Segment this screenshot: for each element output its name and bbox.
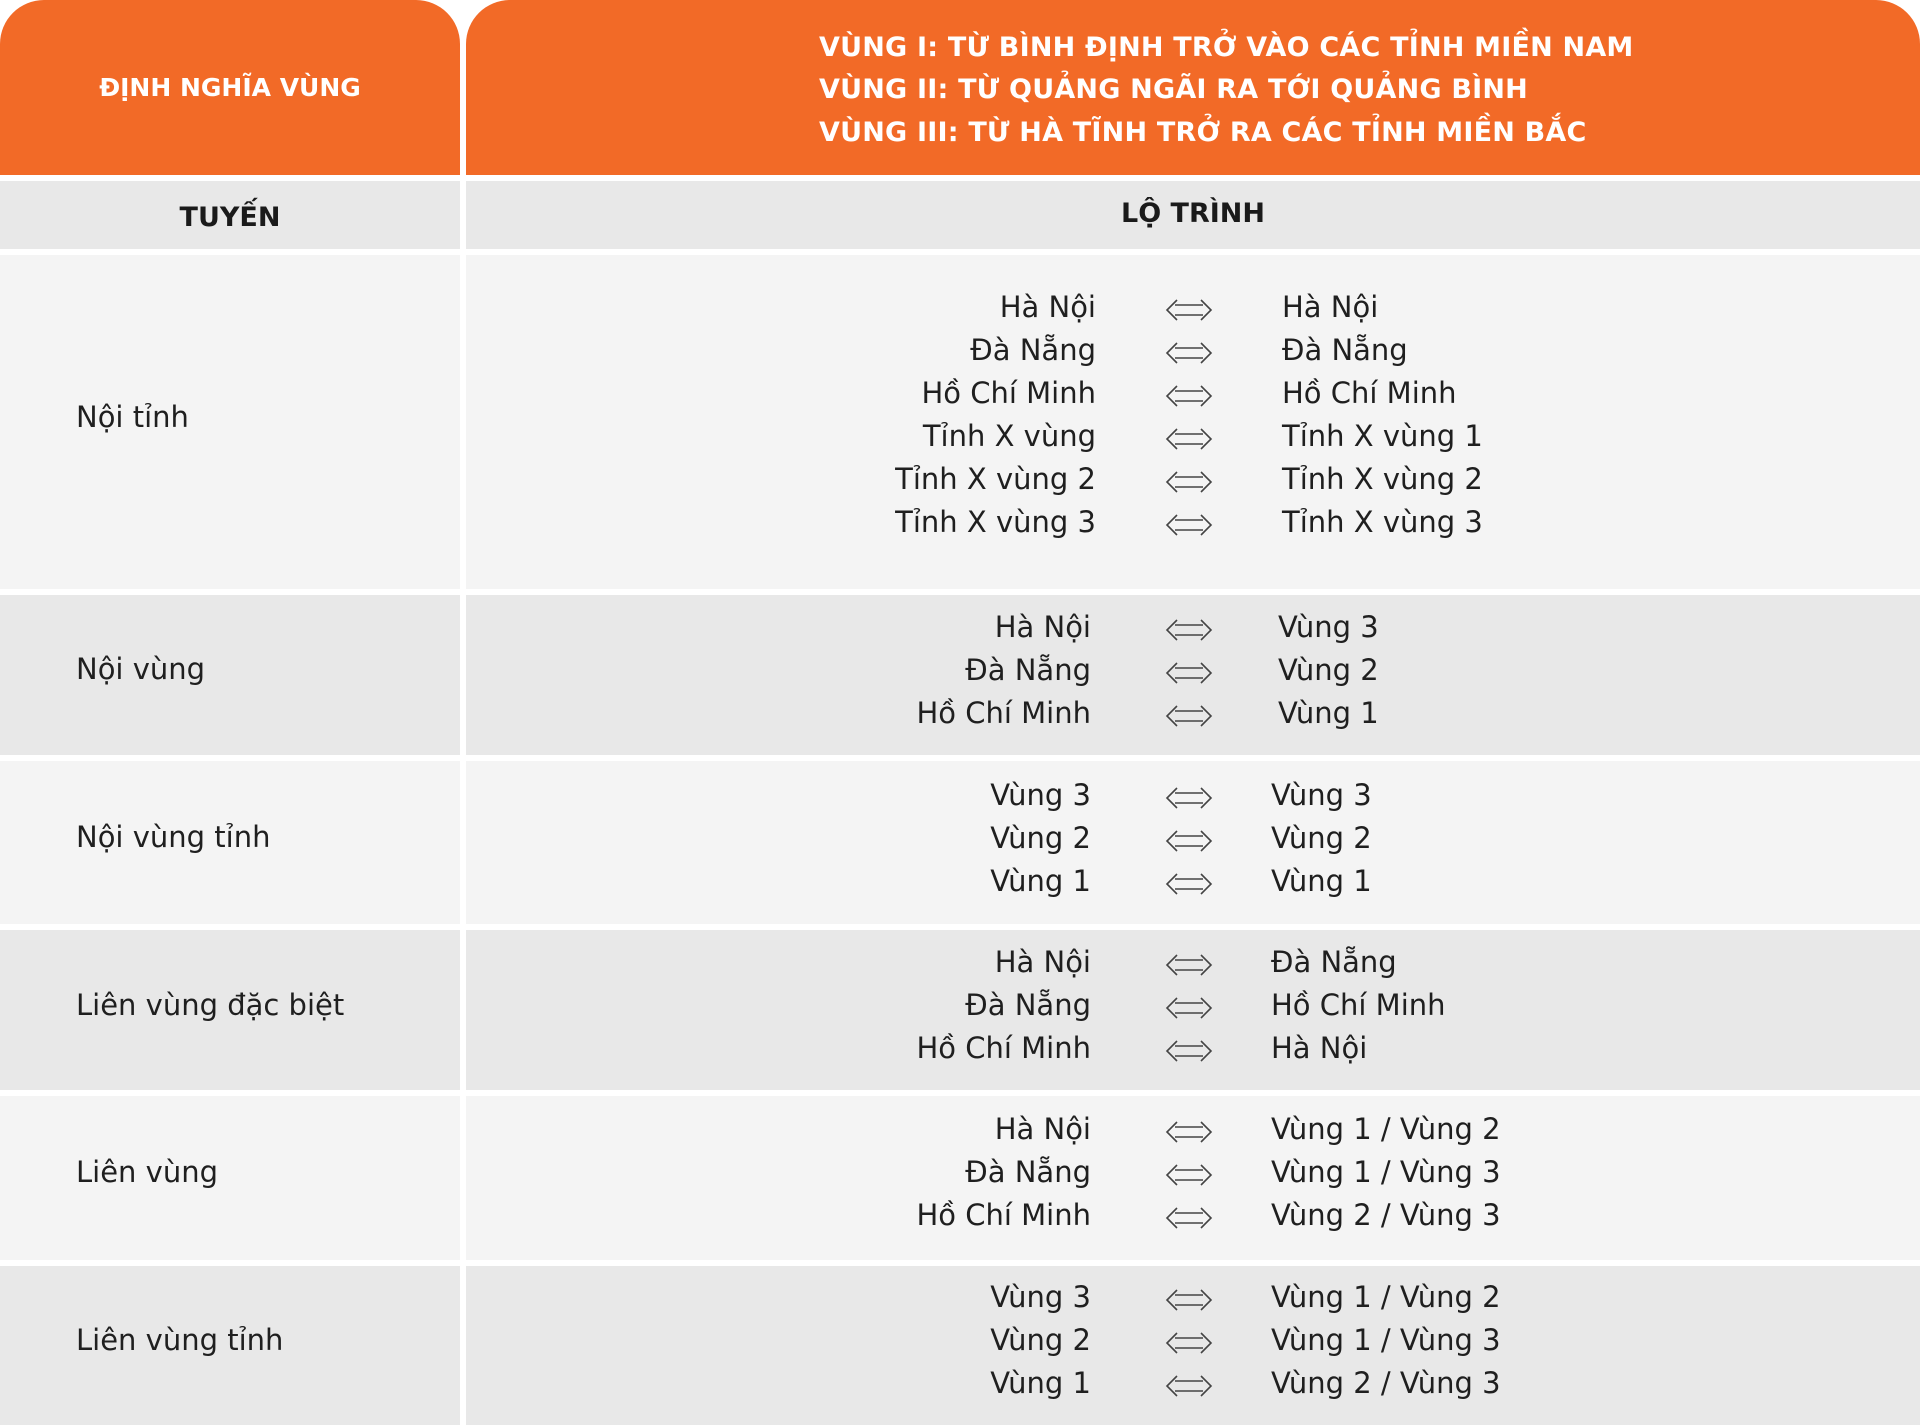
double-arrow-icon <box>1165 1331 1213 1357</box>
route-origin: Đà Nẵng <box>970 333 1096 367</box>
region-list-header <box>466 0 1920 175</box>
itinerary-column-header <box>466 181 1920 249</box>
double-arrow-icon <box>1165 470 1213 496</box>
route-origin: Đà Nẵng <box>965 1155 1091 1189</box>
route-destination: Vùng 2 <box>1271 821 1372 855</box>
route-destination: Vùng 1 / Vùng 3 <box>1271 1155 1501 1189</box>
route-destination: Vùng 1 / Vùng 2 <box>1271 1112 1501 1146</box>
route-destination: Vùng 2 / Vùng 3 <box>1271 1366 1501 1400</box>
route-destination: Tỉnh X vùng 1 <box>1282 419 1483 453</box>
route-destination: Vùng 2 / Vùng 3 <box>1271 1198 1501 1232</box>
route-destination: Đà Nẵng <box>1282 333 1408 367</box>
region-definition-title: ĐỊNH NGHĨA VÙNG <box>99 73 361 102</box>
double-arrow-icon <box>1165 1288 1213 1314</box>
route-origin: Vùng 1 <box>990 1366 1091 1400</box>
route-origin: Hồ Chí Minh <box>921 376 1096 410</box>
double-arrow-icon <box>1165 953 1213 979</box>
double-arrow-icon <box>1165 1120 1213 1146</box>
route-column-header <box>0 181 460 249</box>
double-arrow-icon <box>1165 1206 1213 1232</box>
route-origin: Hà Nội <box>999 290 1096 324</box>
region-3-definition: VÙNG III: TỪ HÀ TĨNH TRỞ RA CÁC TỈNH MIỀN BẮC <box>819 117 1587 148</box>
route-origin: Vùng 2 <box>990 1323 1091 1357</box>
route-origin: Tỉnh X vùng <box>922 419 1096 453</box>
route-origin: Vùng 2 <box>990 821 1091 855</box>
route-origin: Hà Nội <box>994 1112 1091 1146</box>
route-destination: Hà Nội <box>1282 290 1379 324</box>
itinerary-column-title: LỘ TRÌNH <box>1120 197 1265 229</box>
double-arrow-icon <box>1165 1374 1213 1400</box>
route-type-name: Nội vùng tỉnh <box>76 820 271 854</box>
route-origin: Vùng 3 <box>990 778 1091 812</box>
double-arrow-icon <box>1165 996 1213 1022</box>
route-column-title: TUYẾN <box>179 201 281 233</box>
route-origin: Tỉnh X vùng 2 <box>895 462 1096 496</box>
route-destination: Tỉnh X vùng 2 <box>1282 462 1483 496</box>
route-destination: Vùng 1 / Vùng 2 <box>1271 1280 1501 1314</box>
route-destination: Vùng 1 <box>1271 864 1372 898</box>
route-origin: Hồ Chí Minh <box>916 1198 1091 1232</box>
route-type-name: Liên vùng <box>76 1155 218 1189</box>
route-destination: Vùng 2 <box>1278 653 1379 687</box>
route-origin: Đà Nẵng <box>965 988 1091 1022</box>
route-origin: Hồ Chí Minh <box>916 1031 1091 1065</box>
double-arrow-icon <box>1165 661 1213 687</box>
route-destination: Vùng 1 <box>1278 696 1379 730</box>
route-destination: Vùng 3 <box>1278 610 1379 644</box>
double-arrow-icon <box>1165 298 1213 324</box>
route-origin: Tỉnh X vùng 3 <box>895 505 1096 539</box>
route-type-name: Liên vùng tỉnh <box>76 1323 284 1357</box>
route-type-name: Liên vùng đặc biệt <box>76 988 345 1022</box>
route-type-name: Nội tỉnh <box>76 400 189 434</box>
route-origin: Hà Nội <box>994 945 1091 979</box>
double-arrow-icon <box>1165 618 1213 644</box>
region-2-definition: VÙNG II: TỪ QUẢNG NGÃI RA TỚI QUẢNG BÌNH <box>819 74 1528 105</box>
route-destination: Hồ Chí Minh <box>1282 376 1457 410</box>
region-definition-header <box>0 0 460 175</box>
double-arrow-icon <box>1165 1039 1213 1065</box>
region-1-definition: VÙNG I: TỪ BÌNH ĐỊNH TRỞ VÀO CÁC TỈNH MIỀN NAM <box>819 32 1634 63</box>
route-type-name: Nội vùng <box>76 652 206 686</box>
route-origin: Vùng 1 <box>990 864 1091 898</box>
route-destination: Vùng 3 <box>1271 778 1372 812</box>
route-destination: Hồ Chí Minh <box>1271 988 1446 1022</box>
route-destination: Tỉnh X vùng 3 <box>1282 505 1483 539</box>
double-arrow-icon <box>1165 829 1213 855</box>
double-arrow-icon <box>1165 704 1213 730</box>
double-arrow-icon <box>1165 341 1213 367</box>
double-arrow-icon <box>1165 513 1213 539</box>
route-origin: Vùng 3 <box>990 1280 1091 1314</box>
route-origin: Hà Nội <box>994 610 1091 644</box>
double-arrow-icon <box>1165 872 1213 898</box>
double-arrow-icon <box>1165 384 1213 410</box>
route-destination: Hà Nội <box>1271 1031 1368 1065</box>
route-origin: Đà Nẵng <box>965 653 1091 687</box>
double-arrow-icon <box>1165 427 1213 453</box>
route-destination: Đà Nẵng <box>1271 945 1397 979</box>
route-origin: Hồ Chí Minh <box>916 696 1091 730</box>
route-destination: Vùng 1 / Vùng 3 <box>1271 1323 1501 1357</box>
double-arrow-icon <box>1165 786 1213 812</box>
double-arrow-icon <box>1165 1163 1213 1189</box>
